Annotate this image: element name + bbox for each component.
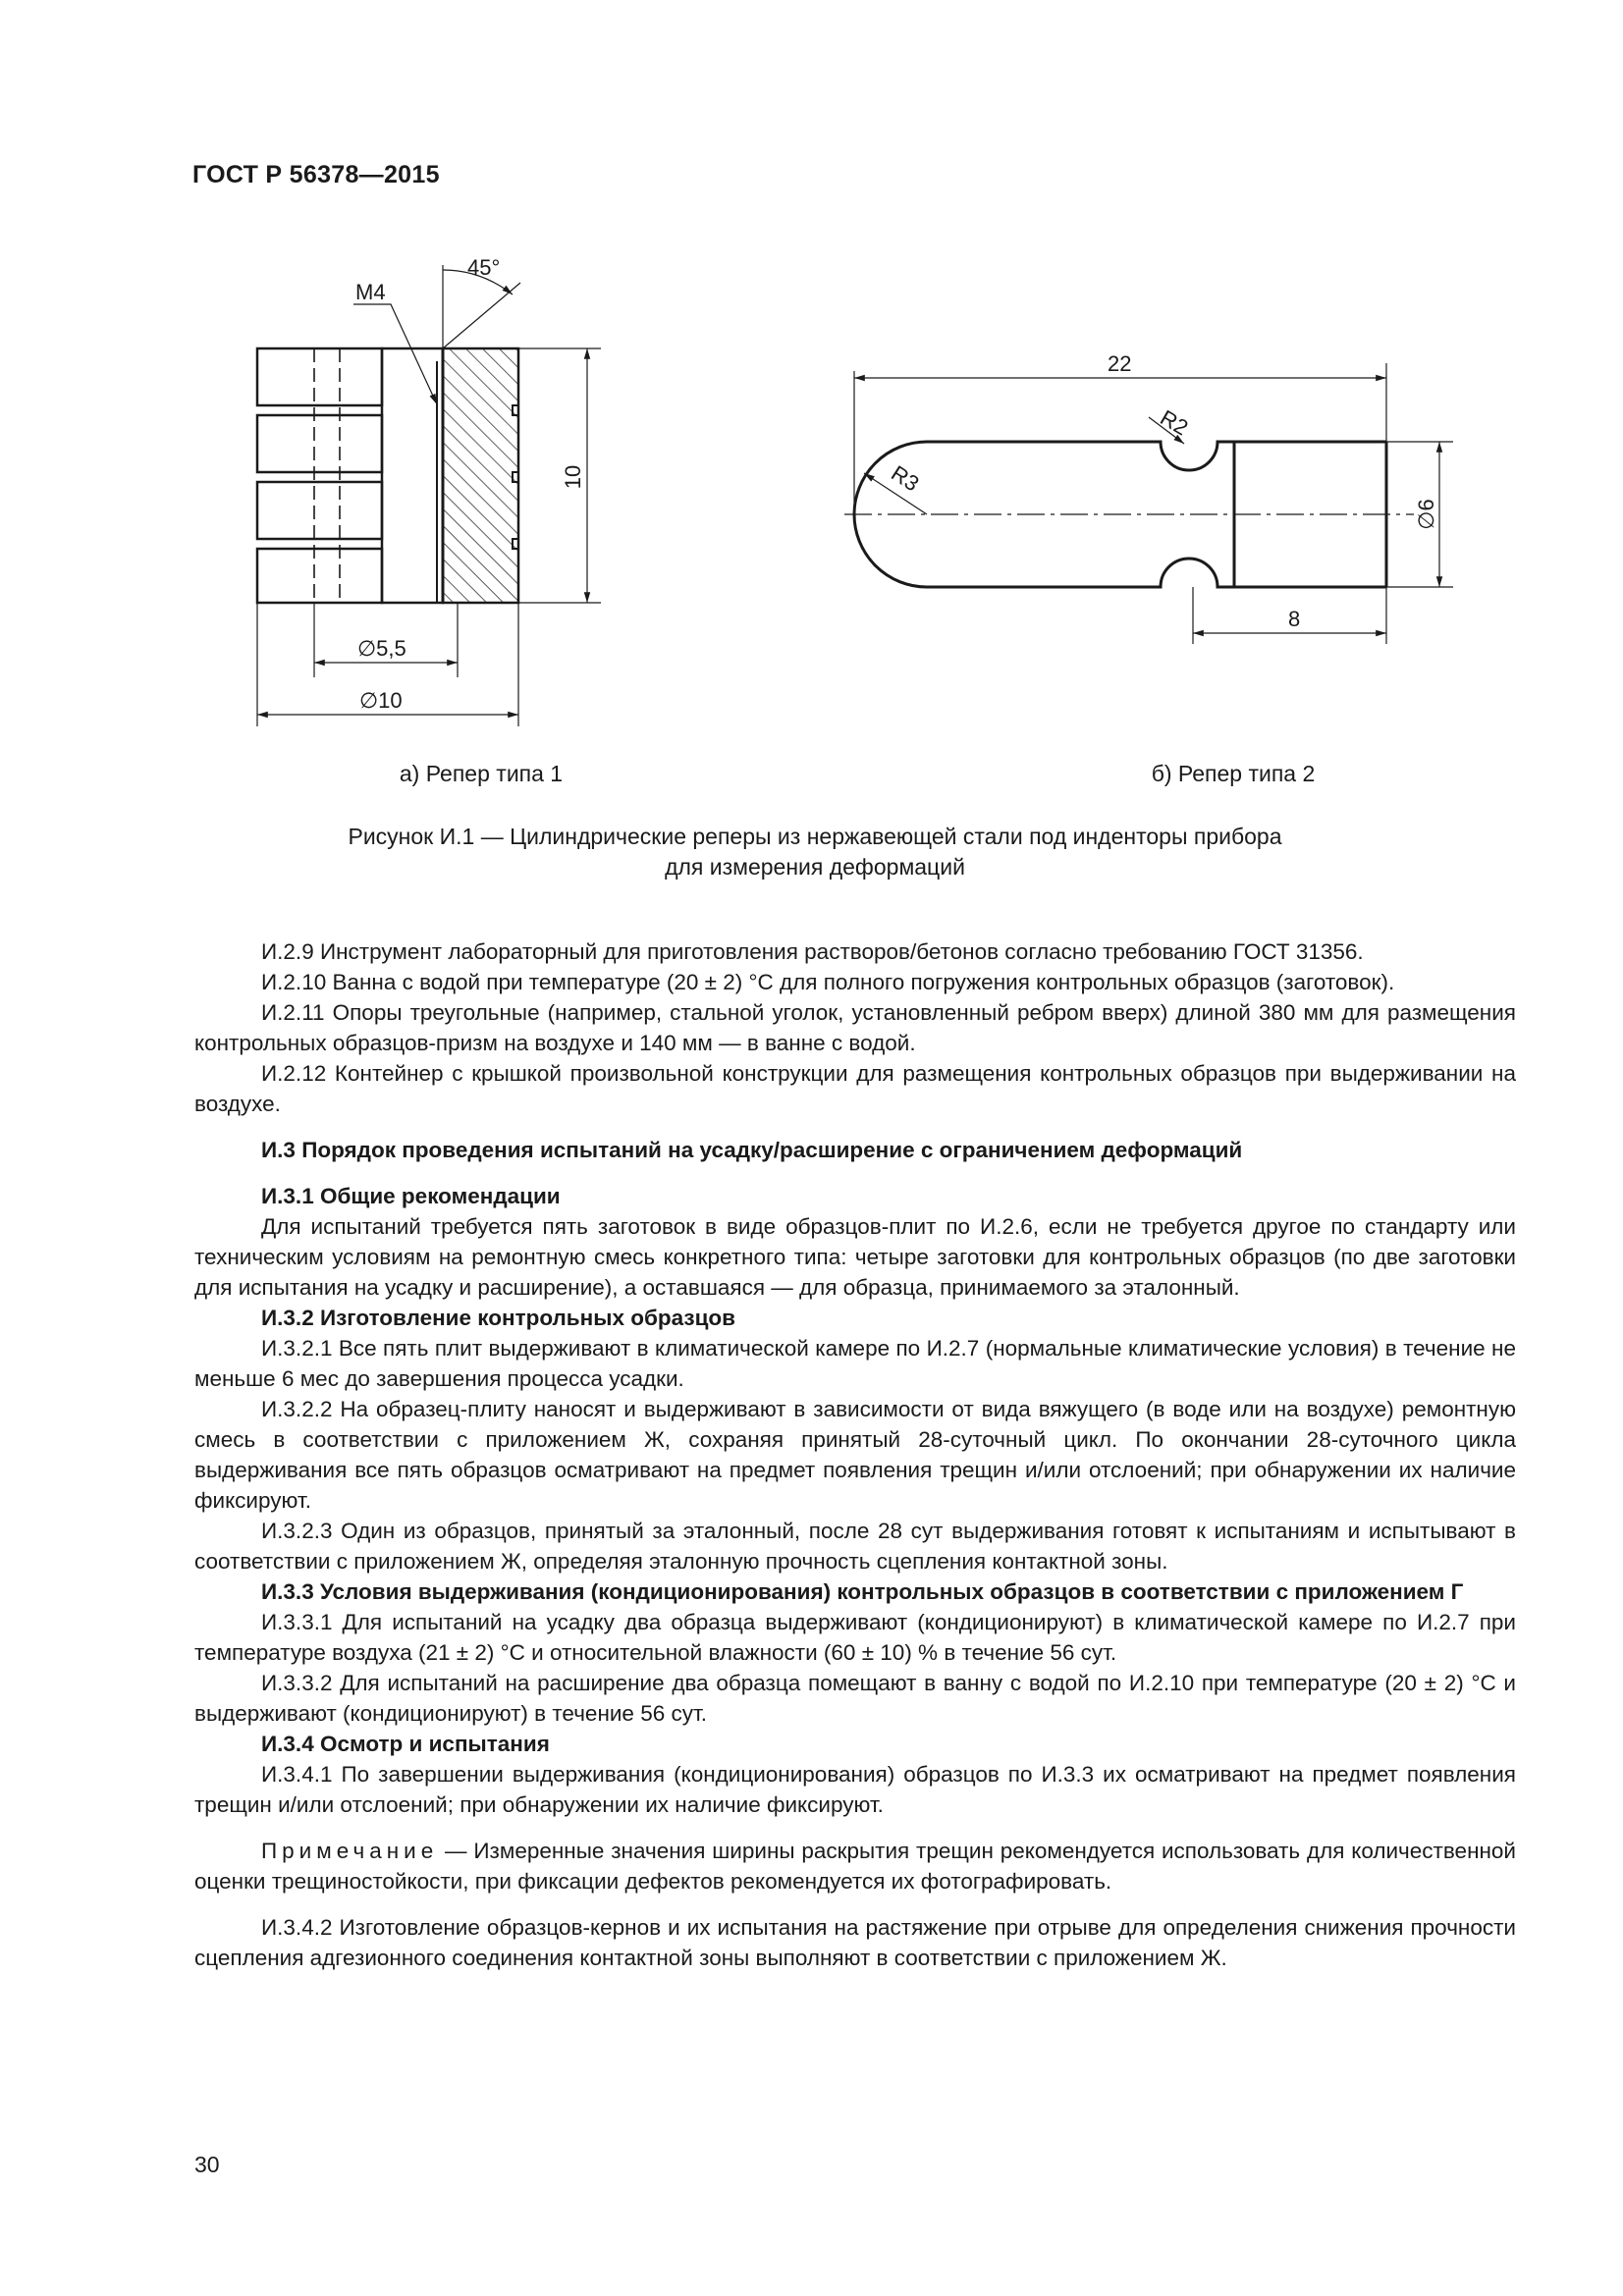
paragraph-i-3-3-1: И.3.3.1 Для испытаний на усадку два образца выдерживают (кондиционируют) в климатической камере по И.2.7 при температуре воздуха (21 ± 2) °С и относительной влажности (60 ± 10) % в течение 56 сут. [194, 1610, 1516, 1665]
heading-i-3-3: И.3.3 Условия выдерживания (кондиционирования) контрольных образцов в соответствии с приложением Г [261, 1579, 1464, 1604]
head-length-label: 8 [1288, 607, 1301, 631]
caption-type-1: а) Репер типа 1 [399, 761, 564, 786]
block-1 [257, 348, 382, 405]
thread-leader [353, 304, 437, 404]
diameter-label: ∅6 [1414, 499, 1438, 530]
paragraph-i-2-12: И.2.12 Контейнер с крышкой произвольной конструкции для размещения контрольных образцов при выдерживании на воздухе. [194, 1061, 1516, 1116]
paragraph-i-3-2-2: И.3.2.2 На образец-плиту наносят и выдерживают в зависимости от вида вяжущего (в воде или на воздухе) ремонтную смесь в соответствии с приложением Ж, сохраняя принятый 28-суточный цикл. По окончании 28-суточного цикла выдерживания все пять образцов осматривают на предмет появления трещин и/или отслоений; при обнаружении их наличие фиксируют. [194, 1397, 1516, 1513]
groove-radius-label: R2 [1156, 404, 1193, 441]
page-number: 30 [194, 2152, 220, 2177]
angle-label: 45° [467, 255, 501, 280]
document-header: ГОСТ Р 56378—2015 [192, 161, 440, 188]
heading-i-3-1: И.3.1 Общие рекомендации [261, 1184, 561, 1208]
caption-type-2: б) Репер типа 2 [1151, 761, 1316, 786]
heading-i-3-2: И.3.2 Изготовление контрольных образцов [261, 1306, 735, 1330]
note-label: Примечание [261, 1839, 439, 1863]
repere-type-2 [844, 363, 1453, 644]
heading-i-3-4: И.3.4 Осмотр и испытания [261, 1732, 550, 1756]
inner-diameter-label: ∅5,5 [357, 636, 406, 661]
paragraph-i-2-11: И.2.11 Опоры треугольные (например, стальной уголок, установленный ребром вверх) длиной 380 мм для размещения контрольных образцов-призм на воздухе и 140 мм — в ванне с водой. [194, 1000, 1516, 1055]
figure-title [245, 822, 1384, 882]
head-outline [382, 348, 443, 603]
figure-title-line-1: Рисунок И.1 — Цилиндрические реперы из нержавеющей стали под инденторы прибора [348, 824, 1282, 849]
paragraph-i-2-9: И.2.9 Инструмент лабораторный для приготовления растворов/бетонов согласно требованию ГОСТ 31356. [261, 939, 1364, 964]
thread-label: M4 [355, 280, 386, 304]
outer-diameter-label: ∅10 [359, 688, 403, 713]
note-text: — Измеренные значения ширины раскрытия трещин рекомендуется использовать для количественной оценки трещиностойкости, при фиксации дефектов рекомендуется их фотографировать. [194, 1839, 1516, 1894]
heading-i-3: И.3 Порядок проведения испытаний на усадку/расширение с ограничением деформаций [261, 1138, 1243, 1162]
paragraph-i-3-3-2: И.3.3.2 Для испытаний на расширение два образца помещают в ванну с водой по И.2.10 при температуре (20 ± 2) °С и выдерживают (кондиционируют) в течение 56 сут. [194, 1671, 1516, 1726]
paragraph-i-3-2-1: И.3.2.1 Все пять плит выдерживают в климатической камере по И.2.7 (нормальные климатические условия) в течение не меньше 6 мес до завершения процесса усадки. [194, 1336, 1516, 1391]
figure-title-line-2: для измерения деформаций [665, 854, 965, 880]
paragraph-i-3-4-2: И.3.4.2 Изготовление образцов-кернов и их испытания на растяжение при отрыве для определения снижения прочности сцепления адгезионного соединения контактной зоны выполняют в соответствии с приложением Ж. [194, 1915, 1516, 1970]
repere-type-1 [257, 265, 601, 726]
tip-radius-label: R3 [887, 460, 924, 497]
block-2 [257, 415, 382, 472]
paragraph-i-3-4-1: И.3.4.1 По завершении выдерживания (кондиционирования) образцов по И.3.3 их осматривают на предмет появления трещин и/или отслоений; при обнаружении их наличие фиксируют. [194, 1762, 1516, 1817]
length-label: 22 [1108, 351, 1132, 376]
body-text [194, 936, 1516, 1973]
height-label: 10 [561, 464, 585, 490]
block-4 [257, 549, 382, 603]
head-hatched-section [443, 348, 518, 603]
paragraph-i-3-2-3: И.3.2.3 Один из образцов, принятый за эталонный, после 28 сут выдерживания готовят к испытаниям и испытывают в соответствии с приложением Ж, определяя эталонную прочность сцепления контактной зоны. [194, 1519, 1516, 1574]
paragraph-i-3-1: Для испытаний требуется пять заготовок в виде образцов-плит по И.2.6, если не требуется другое по стандарту или техническим условиям на ремонтную смесь конкретного типа: четыре заготовки для контрольных образцов (по две заготовки для испытания на усадку и расширение), а оставшаяся — для образца, принимаемого за эталонный. [194, 1214, 1516, 1300]
block-3 [257, 482, 382, 539]
note [194, 1836, 1516, 1896]
paragraph-i-2-10: И.2.10 Ванна с водой при температуре (20 ± 2) °С для полного погружения контрольных образцов (заготовок). [261, 970, 1395, 994]
